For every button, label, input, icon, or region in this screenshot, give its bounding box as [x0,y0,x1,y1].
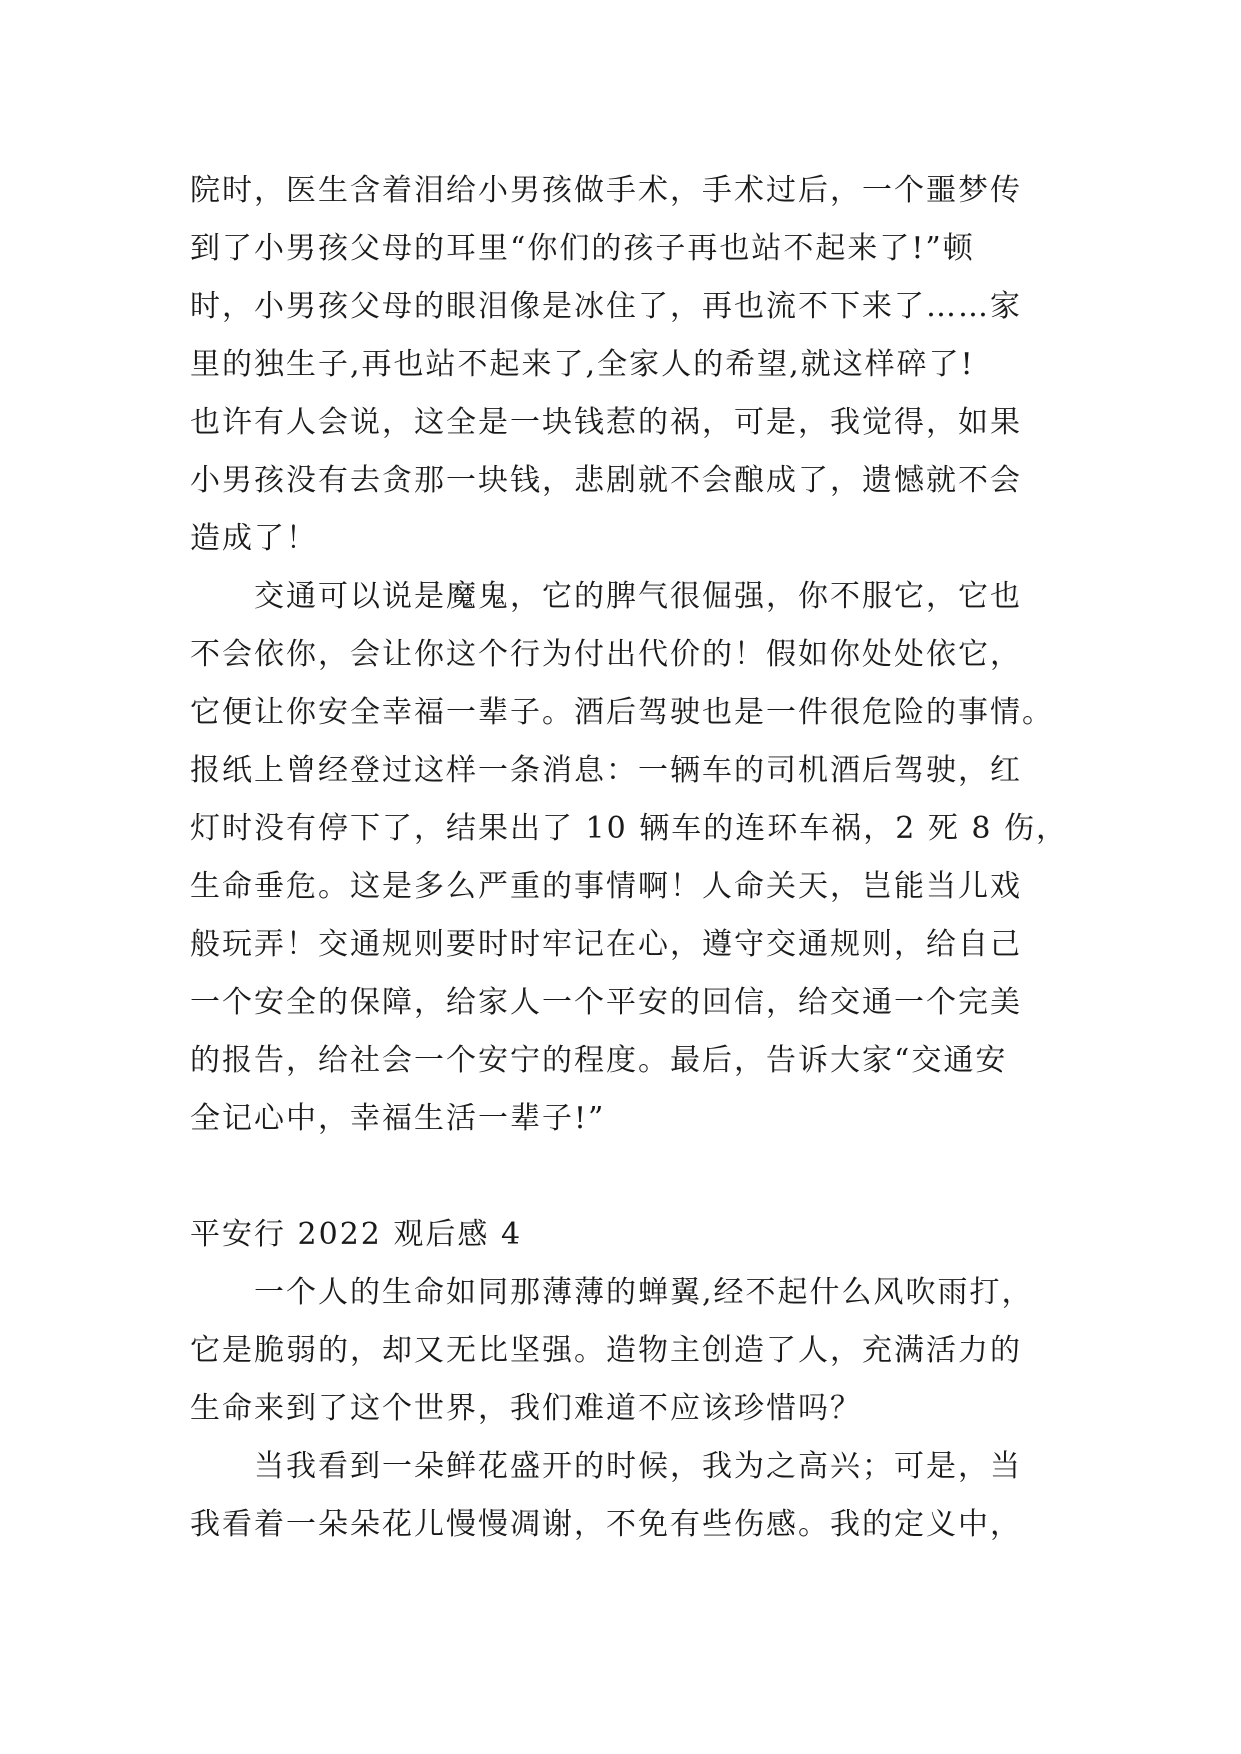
document-page [190,162,1070,1554]
text-line: 造成了！ [190,521,318,556]
text-line: 也许有人会说，这全是一块钱惹的祸，可是，我觉得，如果 [190,405,1022,440]
text-line: 小男孩没有去贪那一块钱，悲剧就不会酿成了，遗憾就不会 [190,463,1022,498]
text-line: 时，小男孩父母的眼泪像是冰住了，再也流不下来了……家 [190,289,1022,324]
text-line: 交通可以说是魔鬼，它的脾气很倔强，你不服它，它也 [254,579,1022,614]
text-line: 生命垂危。这是多么严重的事情啊！人命关天，岂能当儿戏 [190,869,1022,904]
text-line: 的报告，给社会一个安宁的程度。最后，告诉大家“交通安 [190,1043,1008,1078]
paragraph-flowers [190,1438,1070,1554]
text-line: 灯时没有停下了，结果出了 10 辆车的连环车祸，2 死 8 伤， [190,811,1069,846]
section-title: 平安行 2022 观后感 4 [190,1217,523,1252]
text-line: 报纸上曾经登过这样一条消息：一辆车的司机酒后驾驶，红 [190,753,1022,788]
spacer [190,1148,1070,1206]
text-line: 不会依你，会让你这个行为付出代价的！假如你处处依它， [190,637,1022,672]
text-line: 一个安全的保障，给家人一个平安的回信，给交通一个完美 [190,985,1022,1020]
text-line: 我看着一朵朵花儿慢慢凋谢，不免有些伤感。我的定义中， [190,1507,1022,1542]
text-line: 生命来到了这个世界，我们难道不应该珍惜吗？ [190,1391,862,1426]
paragraph-continued [190,162,1070,568]
text-line: 般玩弄！交通规则要时时牢记在心，遵守交通规则，给自己 [190,927,1022,962]
paragraph-life [190,1264,1070,1438]
text-line: 它便让你安全幸福一辈子。酒后驾驶也是一件很危险的事情。 [190,695,1054,730]
text-line: 到了小男孩父母的耳里“你们的孩子再也站不起来了!”顿 [190,231,975,266]
text-line: 它是脆弱的，却又无比坚强。造物主创造了人，充满活力的 [190,1333,1022,1368]
text-line: 一个人的生命如同那薄薄的蝉翼,经不起什么风吹雨打， [254,1275,1034,1310]
text-line: 里的独生子,再也站不起来了,全家人的希望,就这样碎了! [190,347,975,382]
text-line: 当我看到一朵鲜花盛开的时候，我为之高兴；可是，当 [254,1449,1022,1484]
paragraph-traffic [190,568,1070,1148]
text-line: 全记心中，幸福生活一辈子!” [190,1101,606,1136]
text-line: 院时，医生含着泪给小男孩做手术，手术过后，一个噩梦传 [190,173,1022,208]
